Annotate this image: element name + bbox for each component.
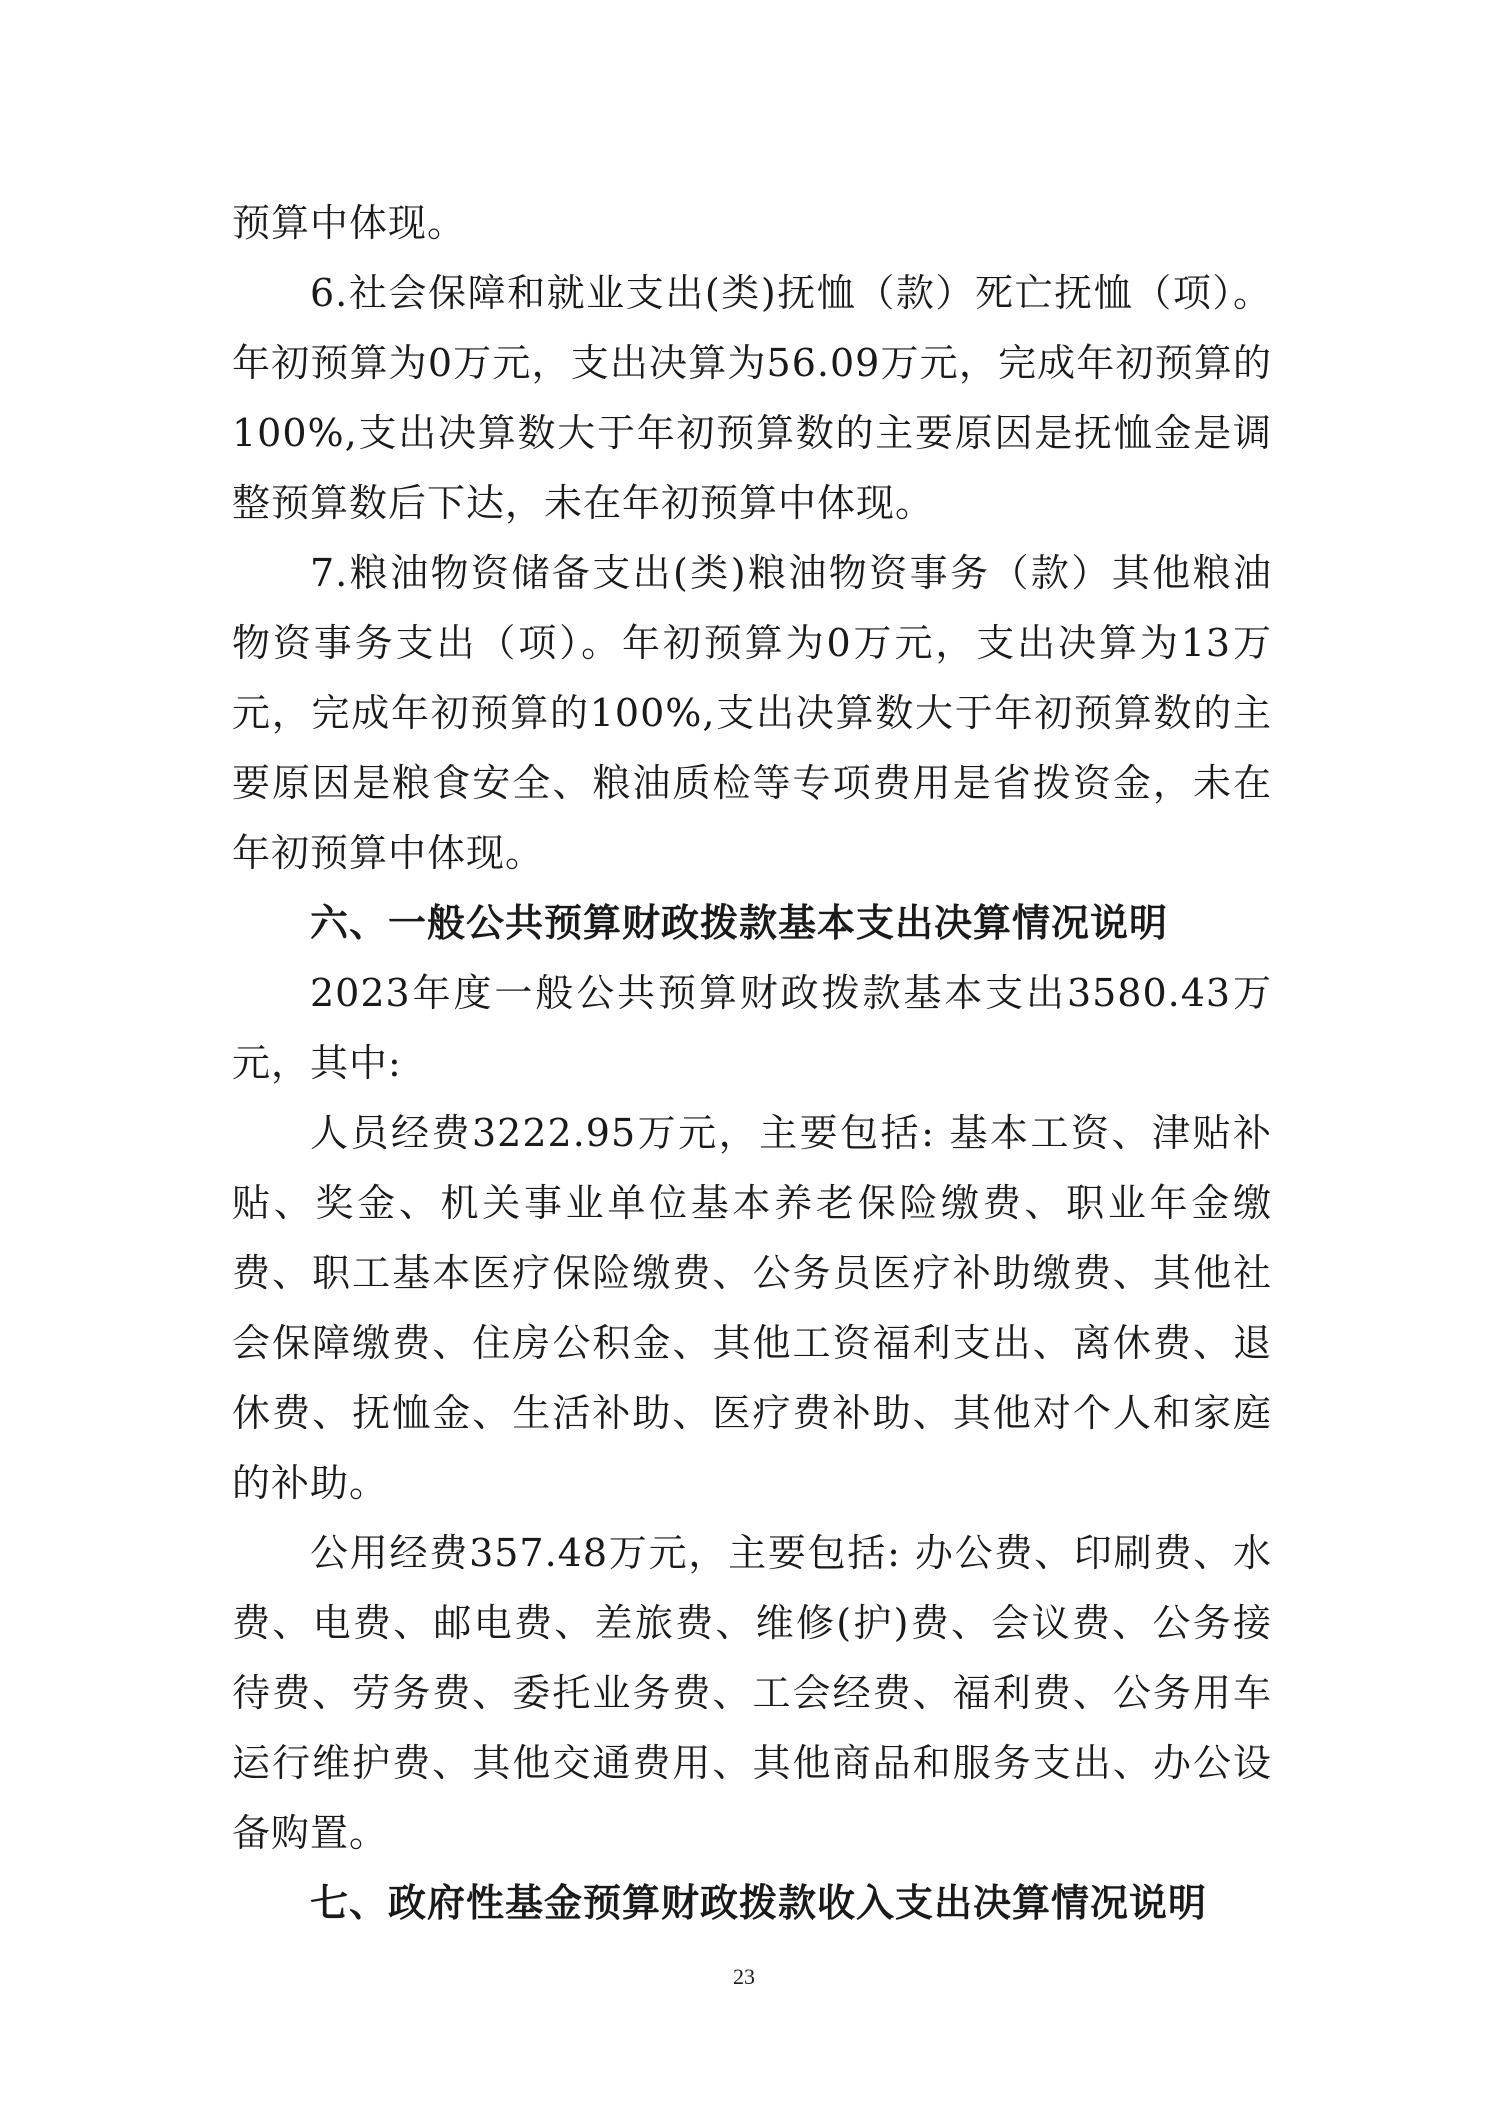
document-body [232, 188, 1272, 1938]
paragraph-basic-expenditure: 2023年度一般公共预算财政拨款基本支出3580.43万元，其中: [232, 971, 1272, 1085]
section-heading-7: 七、政府性基金预算财政拨款收入支出决算情况说明 [310, 1881, 1208, 1925]
page-number: 23 [733, 1964, 755, 1989]
paragraph-item-6: 6.社会保障和就业支出(类)抚恤（款）死亡抚恤（项）。年初预算为0万元，支出决算为56.09万元，完成年初预算的100%,支出决算数大于年初预算数的主要原因是抚恤金是调整预算数后下达，未在年初预算中体现。 [232, 271, 1272, 525]
paragraph-personnel-expenses: 人员经费3222.95万元，主要包括: 基本工资、津贴补贴、奖金、机关事业单位基本养老保险缴费、职业年金缴费、职工基本医疗保险缴费、公务员医疗补助缴费、其他社会保障缴费、住房公积金、其他工资福利支出、离休费、退休费、抚恤金、生活补助、医疗费补助、其他对个人和家庭的补助。 [232, 1111, 1272, 1505]
section-heading-6: 六、一般公共预算财政拨款基本支出决算情况说明 [310, 901, 1169, 945]
paragraph-continuation: 预算中体现。 [232, 201, 467, 245]
paragraph-public-expenses: 公用经费357.48万元，主要包括: 办公费、印刷费、水费、电费、邮电费、差旅费、维修(护)费、会议费、公务接待费、劳务费、委托业务费、工会经费、福利费、公务用车运行维护费、其他交通费用、其他商品和服务支出、办公设备购置。 [232, 1531, 1272, 1855]
paragraph-item-7: 7.粮油物资储备支出(类)粮油物资事务（款）其他粮油物资事务支出（项）。年初预算为0万元，支出决算为13万元，完成年初预算的100%,支出决算数大于年初预算数的主要原因是粮食安全、粮油质检等专项费用是省拨资金，未在年初预算中体现。 [232, 551, 1272, 875]
